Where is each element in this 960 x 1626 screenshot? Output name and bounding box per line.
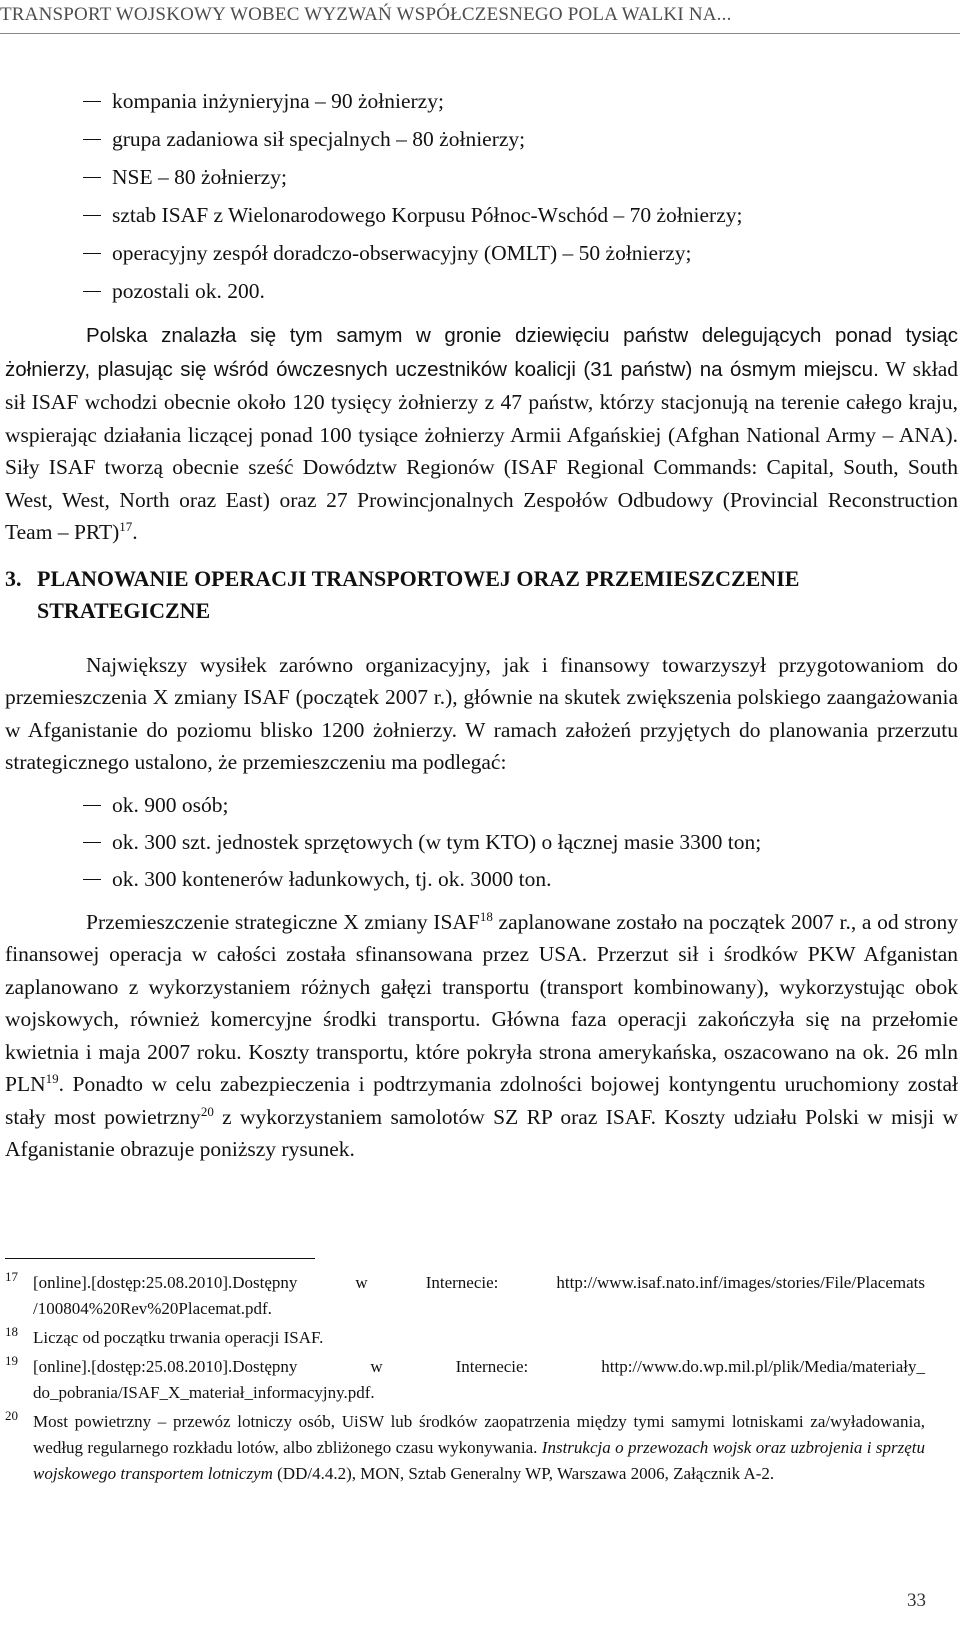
list-item: ok. 900 osób; (5, 789, 958, 826)
footnote-19: 19 [online].[dostęp:25.08.2010].Dostępny w Internecie: http://www.do.wp.mil.pl/plik/Media/materiały_ do_pobrania/ISAF_X_materiał_informacyjny.pdf. (5, 1353, 925, 1402)
dash-bullet (83, 879, 101, 880)
footnote-ref-18[interactable]: 18 (479, 908, 493, 924)
section-heading: 3. PLANOWANIE OPERACJI TRANSPORTOWEJ ORAZ PRZEMIESZCZENIE STRATEGICZNE (5, 565, 800, 623)
dash-bullet (83, 177, 101, 178)
dash-bullet (83, 139, 101, 140)
dash-bullet (83, 215, 101, 216)
footnote-ref-17[interactable]: 17 (119, 518, 133, 534)
dash-bullet (83, 253, 101, 254)
footnotes (5, 1270, 925, 1490)
running-header: TRANSPORT WOJSKOWY WOBEC WYZWAŃ WSPÓŁCZESNEGO POLA WALKI NA... (0, 4, 732, 25)
footnote-17: 17 [online].[dostęp:25.08.2010].Dostępny w Internecie: http://www.isaf.nato.inf/images/stories/File/Placemats /100804%20Rev%20Placemat.pdf. (5, 1269, 925, 1318)
footnote-18: 18 Licząc od początku trwania operacji ISAF. (5, 1324, 324, 1347)
dash-list-units (5, 85, 958, 313)
dash-bullet (83, 842, 101, 843)
dash-bullet (83, 805, 101, 806)
dash-bullet (83, 291, 101, 292)
dash-bullet (83, 101, 101, 102)
list-item: kompania inżynieryjna – 90 żołnierzy; (5, 85, 958, 123)
footnote-italic-title: Instrukcja o przewozach wojsk oraz uzbrojenia i sprzętu wojskowego transportem lotniczym (33, 1438, 926, 1483)
list-item: ok. 300 szt. jednostek sprzętowych (w tym KTO) o łącznej masie 3300 ton; (5, 826, 958, 863)
footnote-separator (5, 1258, 315, 1259)
footnote-ref-20[interactable]: 20 (200, 1103, 214, 1119)
footnote-20: 20 Most powietrzny – przewóz lotniczy osób, UiSW lub środków zaopatrzenia między tymi samymi lotniskami za/wyładowania, według regularnego rozkładu lotów, albo zbliżonego czasu wykonywania. Instrukcja o przewozach wojsk oraz uzbrojenia i sprzętu wojskowego transportem lotniczym (DD/4.4.2), MON, Sztab Generalny WP, Warszawa 2006, Załącznik A-2. (5, 1408, 926, 1483)
list-item: NSE – 80 żołnierzy; (5, 161, 958, 199)
page-number: 33 (907, 1590, 926, 1611)
header-rule (0, 33, 960, 34)
dash-list-transport (5, 789, 958, 900)
footnote-ref-19[interactable]: 19 (45, 1070, 59, 1086)
list-item: pozostali ok. 200. (5, 275, 958, 313)
page-body (5, 85, 958, 1166)
list-item: sztab ISAF z Wielonarodowego Korpusu Północ-Wschód – 70 żołnierzy; (5, 199, 958, 237)
list-item: grupa zadaniowa sił specjalnych – 80 żołnierzy; (5, 123, 958, 161)
paragraph-planning: Największy wysiłek zarówno organizacyjny, jak i finansowy towarzyszył przygotowaniom do przemieszczenia X zmiany ISAF (początek 2007 r.), głównie na skutek zwiększenia polskiego zaangażowania w Afganistanie do poziomu blisko 1200 żołnierzy. W ramach założeń przyjętych do planowania przerzutu strategicznego ustalono, że przemieszczeniu ma podlegać: (5, 652, 958, 774)
paragraph-isaf-forces: Polska znalazła się tym samym w gronie dziewięciu państw delegujących ponad tysiąc żołnierzy, plasując się wśród ówczesnych uczestników koalicji (31 państw) na ósmym miejscu. W skład sił ISAF wchodzi obecnie około 120 tysięcy żołnierzy z 47 państw, którzy stacjonują na terenie całego kraju, wspierając działania liczącej ponad 100 tysiące żołnierzy Armii Afgańskiej (Afghan National Army – ANA). Siły ISAF tworzą obecnie sześć Dowództw Regionów (ISAF Regional Commands: Capital, South, South West, West, North oraz East) oraz 27 Prowincjonalnych Zespołów Odbudowy (Provincial Reconstruction Team – PRT)$^{17}$. (5, 324, 958, 544)
list-item: operacyjny zespół doradczo-obserwacyjny (OMLT) – 50 żołnierzy; (5, 237, 958, 275)
paragraph-strategic-move: Przemieszczenie strategiczne X zmiany ISAF$^{18}$ zaplanowane zostało na początek 2007 r., a od strony finansowej operacja w całości została sfinansowana przez USA. Przerzut sił i środków PKW Afganistan zaplanowano z wykorzystaniem różnych gałęzi transportu (transport kombinowany), wykorzystując obok wojskowych, również komercyjne środki transportu. Główna faza operacji zakończyła się na przełomie kwietnia i maja 2007 roku. Koszty transportu, które pokryła strona amerykańska, oszacowano na ok. 26 mln PLN$^{19}$. Ponadto w celu zabezpieczenia i podtrzymania zdolności bojowej kontyngentu uruchomiony został stały most powietrzny$^{20}$ z wykorzystaniem samolotów SZ RP oraz ISAF. Koszty udziału Polski w misji w Afganistanie obrazuje poniższy rysunek. (5, 908, 958, 1161)
list-item: ok. 300 kontenerów ładunkowych, tj. ok. 3000 ton. (5, 863, 958, 900)
